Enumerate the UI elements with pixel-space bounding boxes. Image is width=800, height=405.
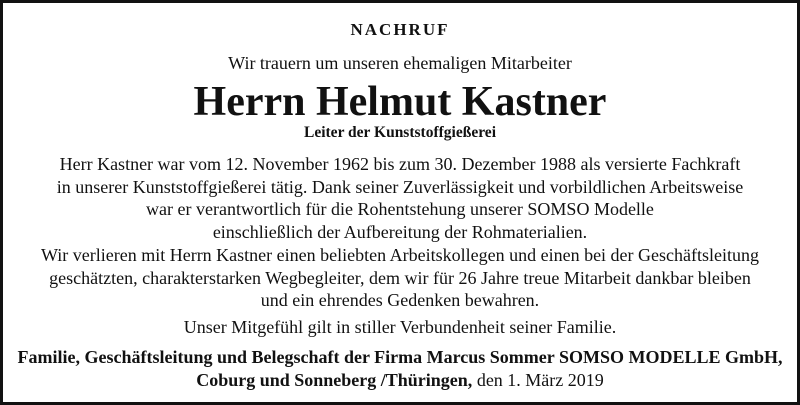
signature-place-date bbox=[15, 369, 785, 392]
signature-block bbox=[15, 346, 785, 391]
notice-heading: NACHRUF bbox=[350, 20, 450, 39]
paragraph-line: geschätzten, charakterstarken Wegbegleiter, dem wir für 26 Jahre treue Mitarbeit dankbar bleiben bbox=[49, 267, 751, 288]
paragraph-line: einschließlich der Aufbereitung der Rohmaterialien. bbox=[212, 221, 588, 242]
obituary-content bbox=[15, 3, 785, 402]
career-paragraph bbox=[15, 153, 785, 243]
paragraph-line: und ein ehrendes Gedenken bewahren. bbox=[260, 290, 540, 310]
signature-date: den 1. März 2019 bbox=[472, 369, 604, 390]
paragraph-line: in unserer Kunststoffgießerei tätig. Dank seiner Zuverlässigkeit und vorbildlichen Arbeitsweise bbox=[56, 176, 744, 197]
signature-place: Coburg und Sonneberg /Thüringen, bbox=[196, 369, 473, 390]
paragraph-line: Wir verlieren mit Herrn Kastner einen beliebten Arbeitskollegen und einen bei der Geschäftsleitung bbox=[40, 245, 760, 265]
tribute-paragraph bbox=[15, 244, 785, 312]
condolence-line: Unser Mitgefühl gilt in stiller Verbundenheit seiner Familie. bbox=[183, 317, 617, 337]
paragraph-line: Herr Kastner war vom 12. November 1962 bis zum 30. Dezember 1988 als versierte Fachkraft bbox=[59, 154, 741, 174]
deceased-name: Herrn Helmut Kastner bbox=[193, 79, 607, 125]
paragraph-line: war er verantwortlich für die Rohentstehung unserer SOMSO Modelle bbox=[146, 199, 654, 219]
signature-company: Familie, Geschäftsleitung und Belegschaft der Firma Marcus Sommer SOMSO MODELLE GmbH, bbox=[17, 347, 783, 367]
deceased-role: Leiter der Kunststoffgießerei bbox=[304, 124, 496, 141]
intro-line: Wir trauern um unseren ehemaligen Mitarbeiter bbox=[228, 53, 572, 73]
